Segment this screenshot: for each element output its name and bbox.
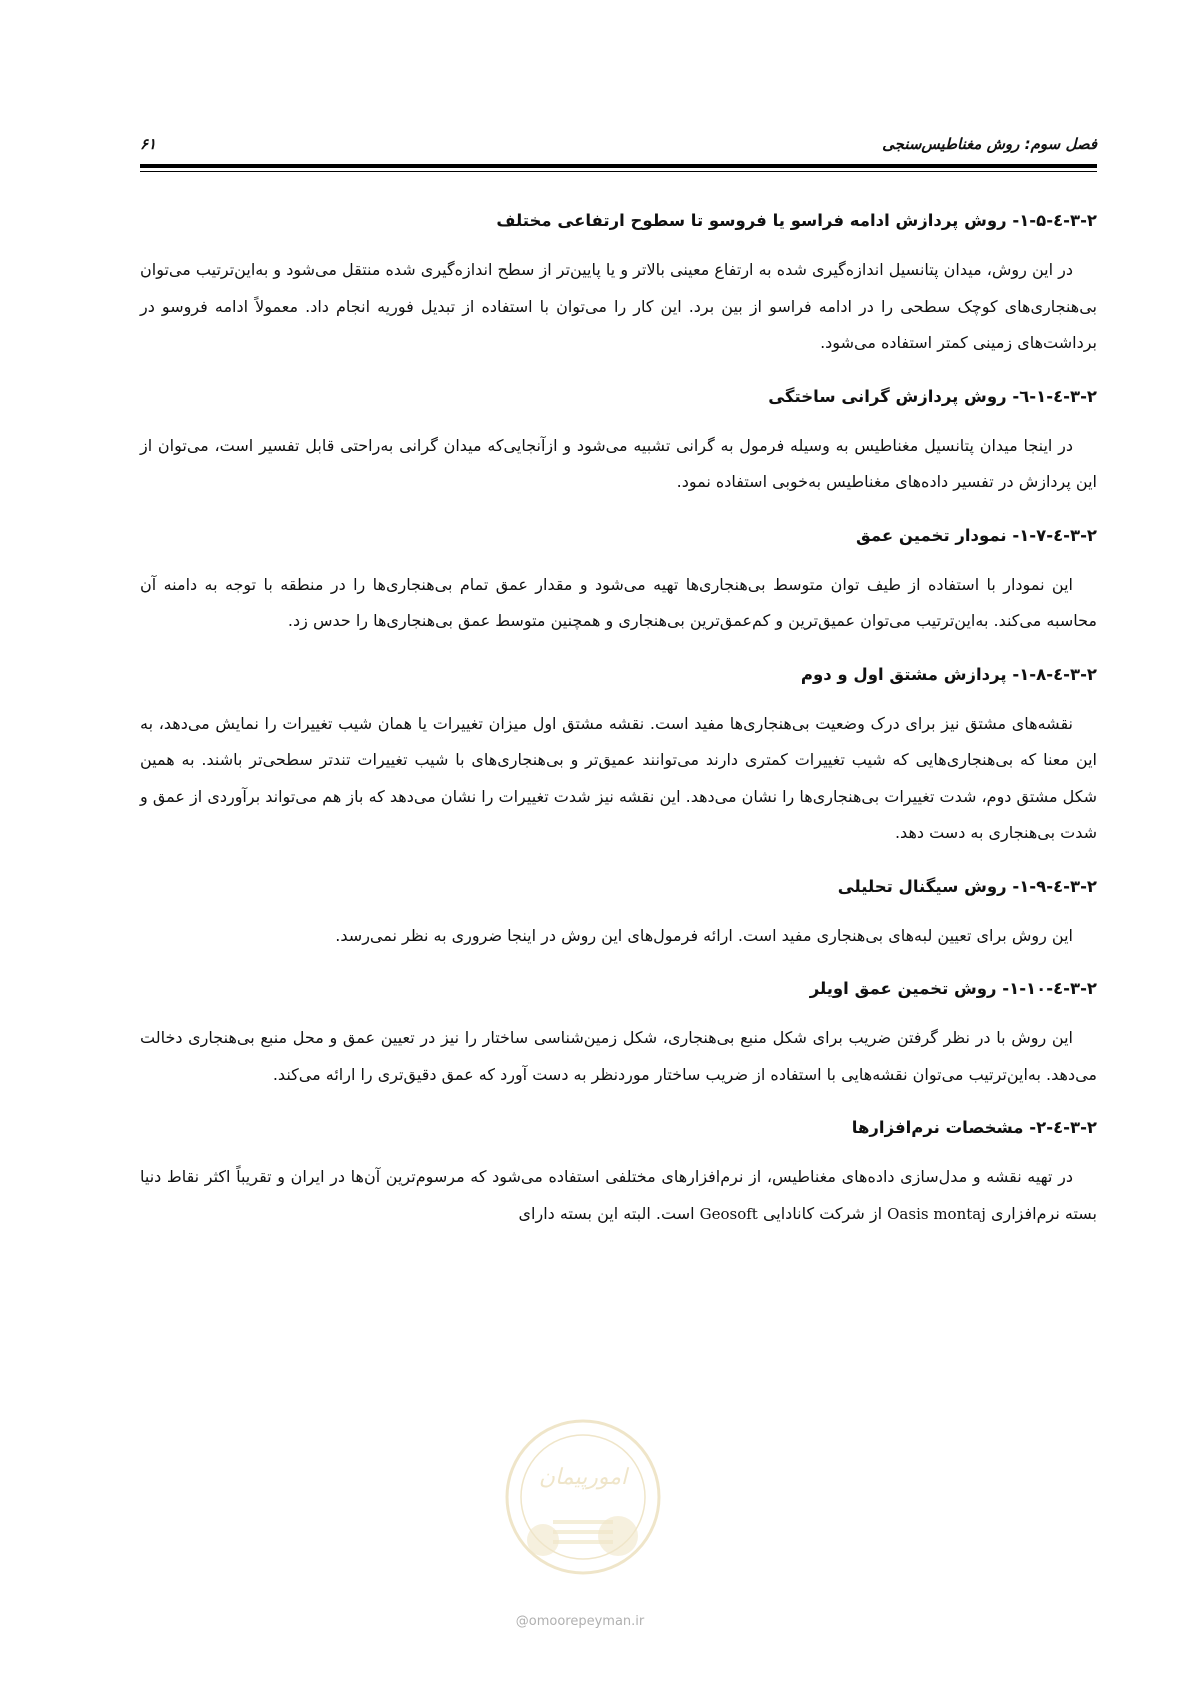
section-title: ۳-۲-٤-۱-۱۰- روش تخمین عمق اویلر: [809, 979, 1097, 998]
watermark-logo-text: امورپیمان: [538, 1465, 628, 1490]
section-title: ۳-۲-٤-۱-۹- روش سیگنال تحلیلی: [837, 876, 1097, 896]
section-upward-downward-continuation: [140, 208, 1097, 362]
section-body: این روش برای تعیین لبه‌های بی‌هنجاری مفید است. ارائه فرمول‌های این روش در اینجا ضروری به نظر نمی‌رسد.: [335, 925, 1073, 945]
header-rule-thin: [140, 171, 1097, 172]
section-software-specs: [140, 1115, 1097, 1232]
section-title: ۳-۲-٤-۱-۵- روش پردازش ادامه فراسو یا فروسو تا سطوح ارتفاعی مختلف: [496, 211, 1097, 230]
chapter-title: فصل سوم: روش مغناطیس‌سنجی: [882, 135, 1097, 153]
section-depth-estimation-chart: [140, 523, 1097, 640]
section-title: ۳-۲-٤-۱-۷- نمودار تخمین عمق: [855, 525, 1097, 545]
header-rule-thick: [140, 164, 1097, 168]
page-number: ۶۱: [140, 135, 157, 153]
section-pseudo-gravity: [140, 384, 1097, 501]
section-first-second-derivative: [140, 662, 1097, 852]
section-body: در این روش، میدان پتانسیل اندازه‌گیری شده به ارتفاع معینی بالاتر و یا پایین‌تر از سطح اندازه‌گیری شده منتقل می‌شود و به‌این‌ترتیب می‌توان بی‌هنجاری‌های کوچک سطحی را در ادامه فراسو از بین برد. این کار را می‌توان با استفاده از تبدیل فوریه انجام داد. معمولاً ادامه فروسو در برداشت‌های زمینی کمتر استفاده می‌شود.: [140, 260, 1097, 352]
section-title: ۳-۲-٤-۲- مشخصات نرم‌افزارها: [851, 1118, 1097, 1137]
body-text-part1: در تهیه نقشه و مدل‌سازی داده‌های مغناطیس، از نرم‌افزارهای مختلفی استفاده می‌شود که مرسوم‌ترین آن‌ها در ایران و تقریباً اکثر نقاط دنیا بسته نرم‌افزاری: [140, 1167, 1097, 1223]
body-text-part3: است. البته این بسته دارای: [518, 1203, 695, 1223]
section-title: ۳-۲-٤-۱-۸- پردازش مشتق اول و دوم: [800, 664, 1097, 684]
section-body: این روش با در نظر گرفتن ضریب برای شکل منبع بی‌هنجاری، شکل زمین‌شناسی ساختار را نیز در تعیین عمق و محل منبع بی‌هنجاری دخالت می‌دهد. به‌این‌ترتیب می‌توان نقشه‌هایی با استفاده از ضریب ساختار موردنظر به دست آورد که عمق دقیق‌تری را ارائه می‌کند.: [140, 1028, 1097, 1084]
section-title: ۳-۲-٤-۱-٦- روش پردازش گرانی ساختگی: [768, 386, 1097, 406]
section-body: نقشه‌های مشتق نیز برای درک وضعیت بی‌هنجاری‌ها مفید است. نقشه مشتق اول میزان تغییرات یا همان شیب تغییرات را نمایش می‌دهد، به این معنا که بی‌هنجاری‌هایی که شیب تغییرات کمتری دارند می‌توانند عمیق‌تر و بی‌هنجاری‌های با شیب تغییرات تندتر سطحی‌تر باشند. به همین شکل مشتق دوم، شدت تغییرات بی‌هنجاری‌ها را نشان می‌دهد. این نقشه نیز شدت تغییرات را نشان می‌دهد که باز هم می‌تواند برآوردی از عمق و شدت بی‌هنجاری به دست دهد.: [140, 713, 1097, 842]
section-analytic-signal: [140, 874, 1097, 955]
page-content: [140, 208, 1097, 1254]
body-text-part2: از شرکت کانادایی: [762, 1203, 883, 1223]
section-body: [140, 1159, 1097, 1232]
section-body: در اینجا میدان پتانسیل مغناطیس به وسیله فرمول به گرانی تشبیه می‌شود و ازآنجایی‌که میدان گرانی به‌راحتی قابل تفسیر است، می‌توان از این پردازش در تفسیر داده‌های مغناطیس به‌خوبی استفاده نمود.: [140, 435, 1097, 491]
page-header: [140, 126, 1097, 162]
watermark-logo: [498, 1412, 668, 1582]
watermark-url: @omoorepeyman.ir: [515, 1614, 645, 1629]
section-body: این نمودار با استفاده از طیف توان متوسط بی‌هنجاری‌ها تهیه می‌شود و مقدار عمق تمام بی‌هنجاری‌ها را در منطقه با توجه به دامنه آن محاسبه می‌کند. به‌این‌ترتیب می‌توان عمیق‌ترین و کم‌عمق‌ترین بی‌هنجاری و همچنین متوسط عمق بی‌هنجاری‌ها را حدس زد.: [140, 574, 1097, 630]
company-name: Geosoft: [699, 1204, 758, 1223]
section-euler-depth: [140, 976, 1097, 1093]
software-name: Oasis montaj: [887, 1204, 986, 1223]
